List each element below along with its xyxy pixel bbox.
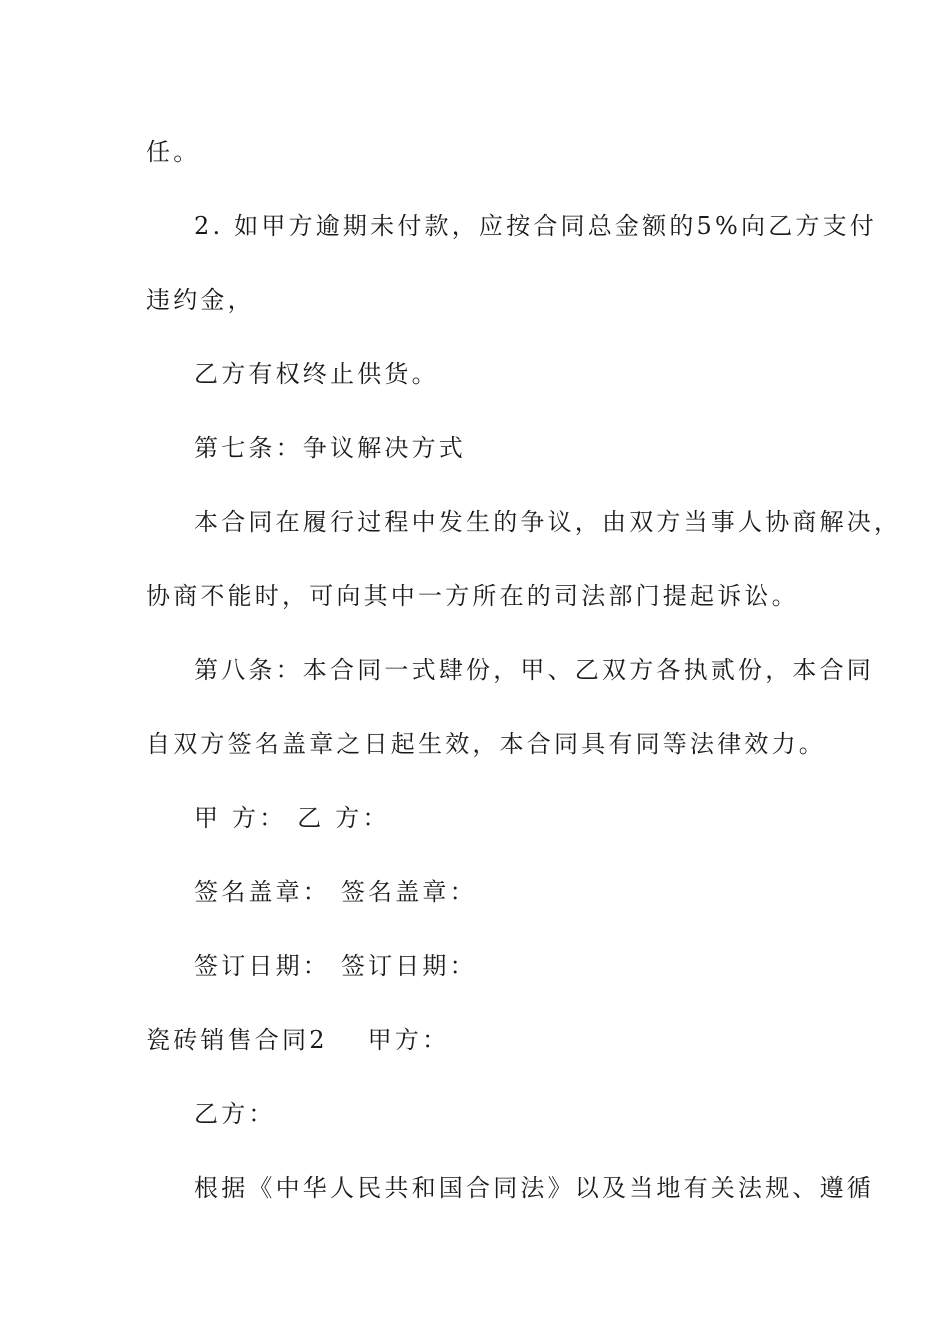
paragraph-line: 本合同在履行过程中发生的争议，由双方当事人协商解决， <box>194 508 902 536</box>
party-b-label: 乙方： <box>194 1100 276 1128</box>
paragraph-line: 协商不能时，可向其中一方所在的司法部门提起诉讼。 <box>146 582 799 610</box>
paragraph-line: 乙方有权终止供货。 <box>194 360 439 388</box>
paragraph-line: 2. 如甲方逾期未付款，应按合同总金额的5%向乙方支付 <box>194 212 877 240</box>
date-labels: 签订日期： 签订日期： <box>194 952 477 980</box>
paragraph-line: 第八条：本合同一式肆份，甲、乙双方各执贰份，本合同 <box>194 656 874 684</box>
party-labels: 甲 方： 乙 方： <box>194 804 390 832</box>
paragraph-line: 自双方签名盖章之日起生效，本合同具有同等法律效力。 <box>146 730 826 758</box>
signature-labels: 签名盖章： 签名盖章： <box>194 878 477 906</box>
paragraph-line: 任。 <box>146 138 201 166</box>
paragraph-line: 根据《中华人民共和国合同法》以及当地有关法规、遵循 <box>194 1174 874 1202</box>
second-contract-header <box>146 1025 449 1055</box>
contract-title: 瓷砖销售合同2 <box>146 1026 328 1054</box>
section-heading: 第七条：争议解决方式 <box>194 434 466 462</box>
party-a-label: 甲方： <box>367 1026 450 1054</box>
paragraph-line: 违约金， <box>146 286 255 314</box>
